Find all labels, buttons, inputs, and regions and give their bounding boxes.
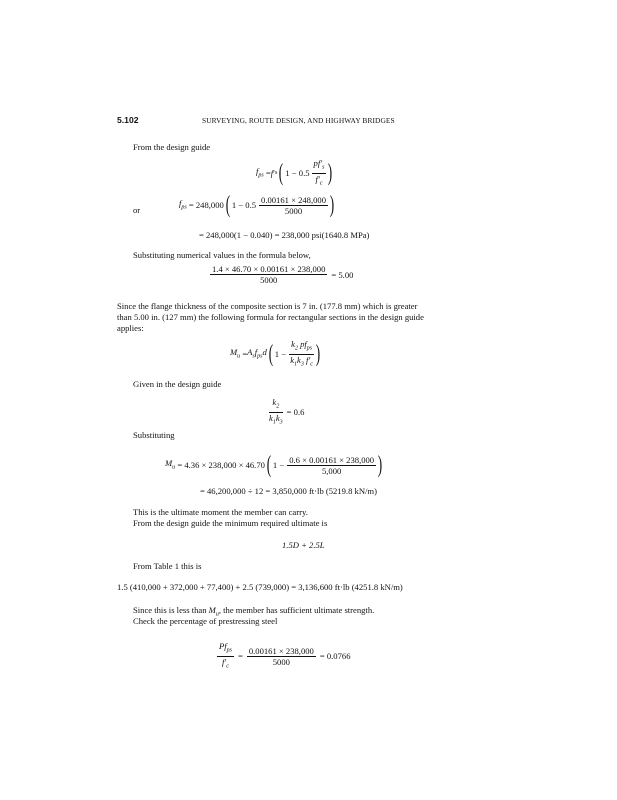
- paren-close: ): [377, 452, 383, 478]
- equation-k-ratio: [269, 397, 304, 427]
- text-flange-line-2: than 5.00 in. (127 mm) the following formula for rectangular sections in the design guide: [117, 312, 424, 322]
- eq9-result: = 0.0766: [319, 651, 351, 662]
- text-flange-line-1: Since the flange thickness of the composite section is 7 in. (177.8 mm) which is greater: [117, 301, 418, 311]
- eq5-fraction: $\frac{k_2 pf_{ps}}{k_1k_3 f'_c}$: [290, 339, 313, 368]
- text-less-than-pre: Since this is less than: [133, 605, 209, 615]
- eq2-numerator: 0.00161 × 248,000: [261, 194, 327, 205]
- paren-open: (: [225, 192, 231, 218]
- paren-close: ): [315, 341, 321, 368]
- text-less-than: Since this is less than $M_u$, the member has sufficient ultimate strength.: [133, 605, 375, 618]
- equation-mu-numeric: $M_u$ = 4.36 × 238,000 × 46.70 ( 1 − $\frac{0.6 \times 0.00161 \times 238,000}{5,000}$ ): [165, 452, 383, 478]
- text-from-table: From Table 1 this is: [133, 561, 202, 571]
- eq6-result: = 0.6: [286, 407, 305, 418]
- text-min-required: From the design guide the minimum required ultimate is: [133, 518, 328, 528]
- paren-close: ): [329, 192, 335, 218]
- eq9-numerator: 0.00161 × 238,000: [248, 645, 314, 656]
- paren-open: (: [268, 341, 273, 368]
- text-ultimate-moment: This is the ultimate moment the member can carry.: [133, 507, 308, 517]
- text-given-design-guide: Given in the design guide: [133, 379, 222, 389]
- equation-mu-result: = 46,200,000 ÷ 12 = 3,850,000 ft·lb (5219.8 kN/m): [200, 486, 377, 496]
- paren-open: (: [266, 452, 272, 478]
- eq6-fraction: $\frac{k_2}{k_1k_3}$: [269, 397, 283, 426]
- eq9-fraction: [247, 646, 316, 667]
- eq9-lhs-fraction: $\frac{Pf_{ps}}{f'_c}$: [219, 641, 232, 670]
- text-flange-line-3: applies:: [117, 323, 144, 333]
- text-substituting-values: Substituting numerical values in the formula below,: [133, 250, 311, 260]
- eq2-denominator: 5000: [284, 205, 303, 216]
- eq7-numerator: 0.6 × 0.00161 × 238,000: [289, 454, 375, 465]
- equation-steel-percentage: $\frac{Pf_{ps}}{f'_c}$ = $\frac{0.00161 \times 238,000}{5000}$ = 0.0766: [219, 641, 351, 670]
- paren-open: (: [279, 160, 284, 187]
- eq4-denominator: 5000: [260, 275, 278, 285]
- paren-close: ): [328, 160, 333, 187]
- eq4-result: = 5.00: [331, 269, 354, 280]
- eq5-term: 1 −: [274, 349, 287, 360]
- eq7-denominator: 5,000: [321, 465, 342, 476]
- eq9-denominator: 5000: [272, 656, 290, 667]
- text-check-percentage: Check the percentage of prestressing steel: [133, 616, 278, 626]
- eq7-term: 1 −: [272, 460, 285, 470]
- equation-fps-general: $f_{ps}$ = f ′ s ( 1 − 0.5 $\frac{pf'_s}{f'_c}$ ): [256, 158, 333, 187]
- eq7-lhs: = 4.36 × 238,000 × 46.70: [177, 460, 265, 470]
- equation-load-combination: 1.5D + 2.5L: [282, 540, 325, 550]
- eq7-fraction: [287, 455, 376, 476]
- equation-fps-numeric: $f_{ps}$ = 248,000 ( 1 − 0.5 $\frac{0.00161 \times 248,000}{5000}$ ): [179, 192, 335, 218]
- eq2-fraction: [259, 195, 328, 216]
- equation-ratio-check: [210, 264, 353, 285]
- eq1-fraction: $\frac{pf'_s}{f'_c}$: [313, 158, 325, 187]
- text-or: or: [133, 205, 141, 215]
- eq1-term: 1 − 0.5: [285, 168, 310, 179]
- equation-fps-result: = 248,000(1 − 0.040) = 238,000 psi(1640.8 MPa): [199, 230, 370, 240]
- text-less-than-post: , the member has sufficient ultimate strength.: [218, 605, 375, 615]
- page-number: 5.102: [117, 115, 139, 125]
- eq4-fraction: [210, 264, 327, 285]
- text-substituting: Substituting: [133, 430, 175, 440]
- running-title: SURVEYING, ROUTE DESIGN, AND HIGHWAY BRIDGES: [202, 116, 395, 125]
- eq2-lhs: = 248,000: [188, 200, 224, 210]
- eq2-term: 1 − 0.5: [231, 200, 257, 210]
- eq4-numerator: 1.4 × 46.70 × 0.00161 × 238,000: [212, 264, 326, 274]
- equation-mu-formula: $M_u$ = $A_sf_{ps}d$ ( 1 − $\frac{k_2 pf_{ps}}{k_1k_3 f'_c}$ ): [230, 339, 321, 368]
- equation-table-calc: 1.5 (410,000 + 372,000 + 77,400) + 2.5 (739,000) = 3,136,600 ft·lb (4251.8 kN/m): [117, 582, 403, 592]
- text-from-design-guide: From the design guide: [133, 142, 211, 152]
